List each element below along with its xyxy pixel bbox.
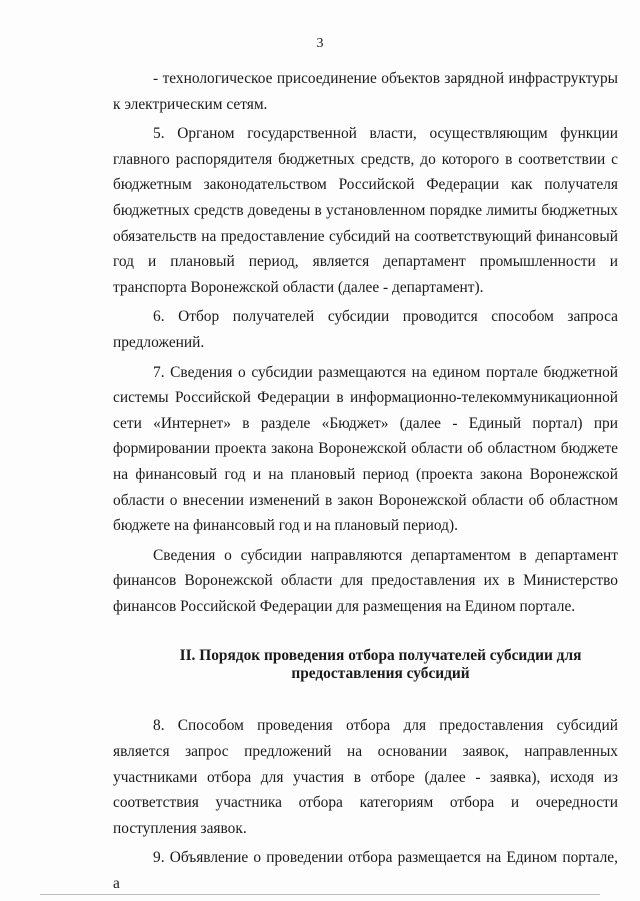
paragraph-8-method: 8. Способом проведения отбора для предоставления субсидий является запрос предложений на основании заявок, направленных участниками отбора для участия в отборе (далее - заявка), исходя из соответствия участника отбора категориям отбора и очередности поступления заявок. [113, 717, 618, 837]
section-heading-line-2: предоставления субсидий [291, 665, 470, 683]
paragraph-connection: - технологическое присоединение объектов зарядной инфраструктуры к электрическим сетям. [113, 70, 618, 113]
section-heading-line-1: II. Порядок проведения отбора получателей субсидии для [179, 647, 582, 665]
page-number: 3 [316, 36, 324, 51]
scan-bottom-edge [40, 894, 600, 895]
paragraph-subsidy-info: Сведения о субсидии направляются департаментом в департамент финансов Воронежской области для предоставления их в Министерство финансов Российской Федерации для размещения на Едином портале. [113, 546, 618, 615]
paragraph-6-selection: 6. Отбор получателей субсидии проводится способом запроса предложений. [113, 308, 618, 351]
paragraph-5-authority: 5. Органом государственной власти, осуществляющим функции главного распорядителя бюджетных средств, до которого в соответствии с бюджетным законодательством Российской Федерации как получателя бюджетных средств доведены в установленном порядке лимиты бюджетных обязательств на предоставление субсидий на соответствующий финансовый год и плановый период, является департамент промышленности и транспорта Воронежской области (далее - департамент). [113, 125, 618, 296]
section-heading [113, 647, 618, 683]
paragraph-7-portal: 7. Сведения о субсидии размещаются на едином портале бюджетной системы Российской Федерации в информационно-телекоммуникационной сети «Интернет» в разделе «Бюджет» (далее - Единый портал) при формировании проекта закона Воронежской области об областном бюджете на финансовый год и на плановый период (проекта закона Воронежской области о внесении изменений в закон Воронежской области об областном бюджете на финансовый год и на плановый период). [113, 363, 618, 535]
paragraph-9-announcement: 9. Объявление о проведении отбора размещается на Едином портале, а [113, 849, 618, 893]
document-body [113, 66, 618, 897]
